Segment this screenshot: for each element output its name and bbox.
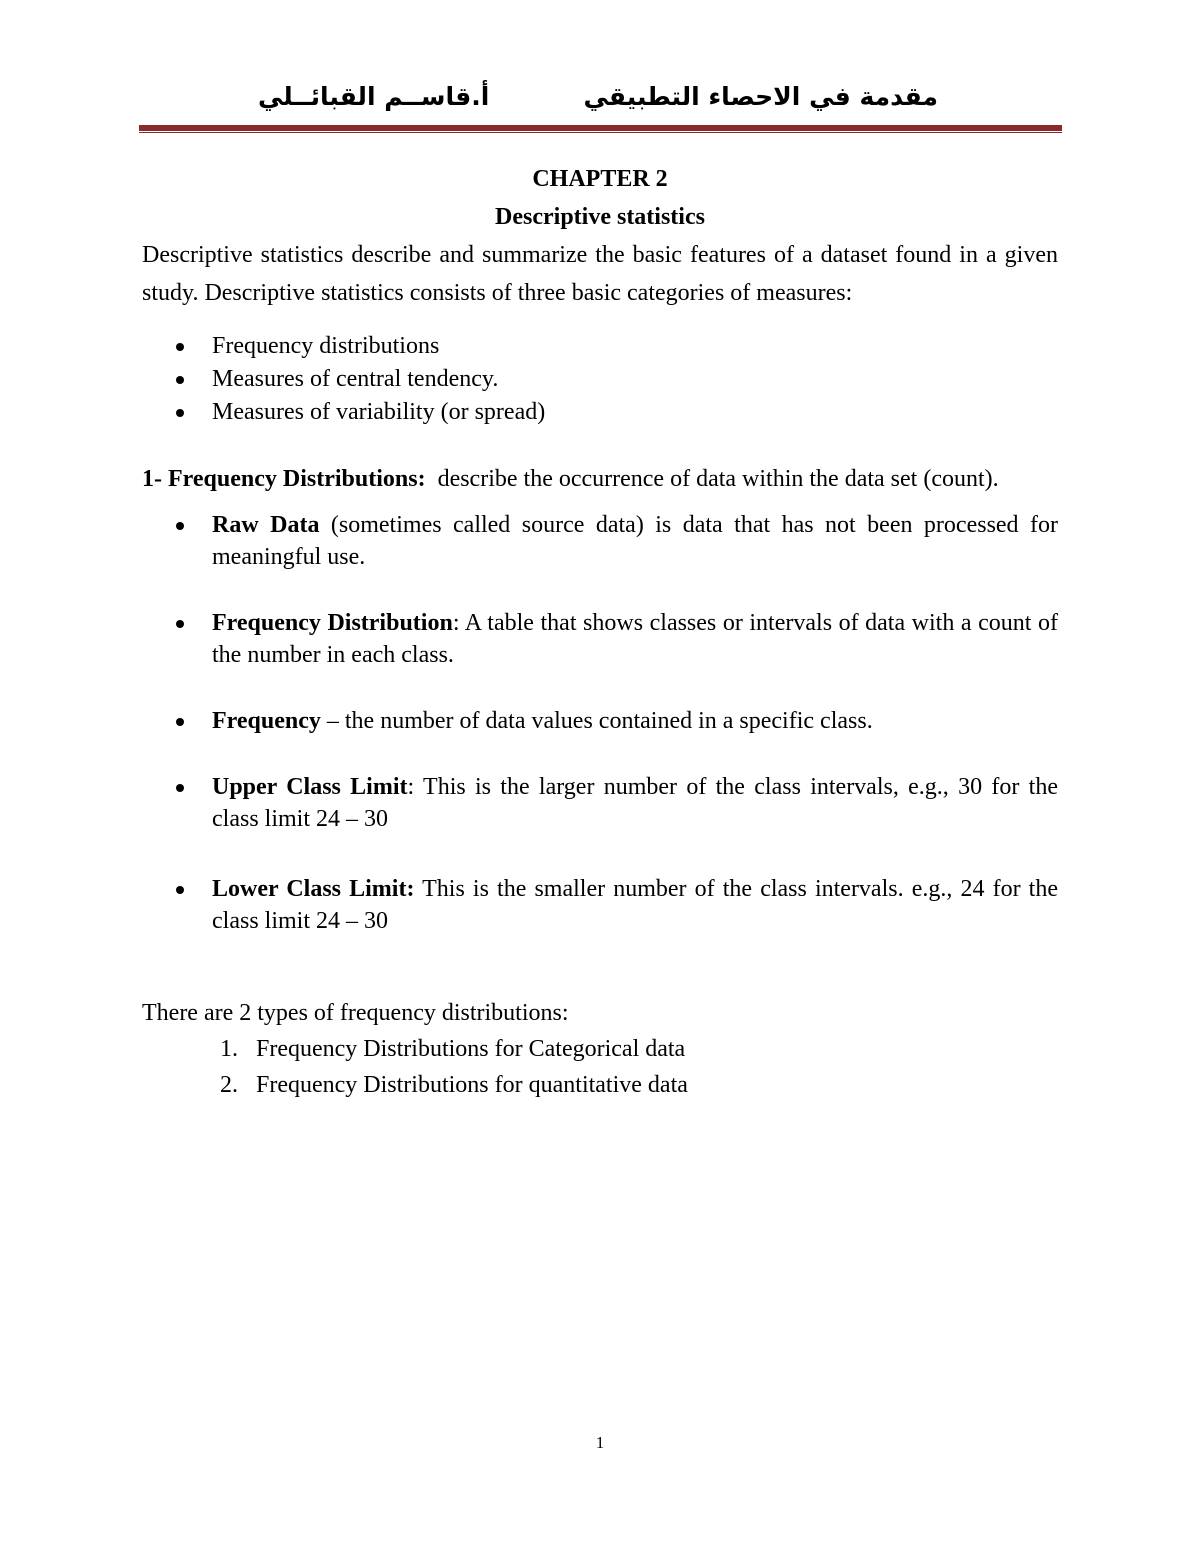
list-item: Measures of variability (or spread) (142, 396, 1058, 429)
header-course-title: مقدمة في الاحصاء التطبيقي (583, 82, 938, 111)
definition-text: – the number of data values contained in a specific class. (320, 708, 873, 734)
list-number: 2. (220, 1072, 238, 1098)
definition-item (142, 607, 1058, 671)
definition-item (142, 873, 1058, 937)
list-item: Frequency distributions (142, 330, 1058, 363)
section-heading-text: describe the occurrence of data within the data set (count). (437, 466, 999, 492)
header-rule (139, 125, 1062, 134)
definition-term: Frequency (212, 708, 321, 734)
chapter-title: Descriptive statistics (495, 204, 705, 230)
list-item (142, 1067, 1058, 1103)
categories-list (142, 330, 1058, 429)
definitions-list (142, 509, 1058, 937)
definition-item (142, 705, 1058, 737)
header-rule-thick (139, 125, 1062, 131)
definition-text: : This is the larger number of the class intervals, e.g., 30 for the class limit 24 – 30 (212, 774, 1058, 832)
definition-text: (sometimes called source data) is data that has not been processed for meaningful use. (212, 512, 1058, 570)
header-rule-thin (139, 132, 1062, 133)
list-item (142, 1031, 1058, 1067)
list-number: 1. (220, 1036, 238, 1062)
definition-item (142, 771, 1058, 835)
chapter-label: CHAPTER 2 (532, 166, 668, 192)
definition-term: Upper Class Limit (212, 774, 408, 800)
definition-term: Frequency Distribution (212, 610, 453, 636)
types-list (142, 1031, 1058, 1103)
page-number: 1 (595, 1433, 605, 1452)
list-text: Frequency Distributions for Categorical data (256, 1036, 686, 1062)
definition-text: This is the smaller number of the class intervals. e.g., 24 for the class limit 24 – 30 (212, 876, 1059, 934)
types-intro: There are 2 types of frequency distributions: (142, 1000, 569, 1026)
section-heading-title: 1- Frequency Distributions: (142, 466, 426, 492)
definition-term: Lower Class Limit: (212, 876, 415, 902)
list-text: Frequency Distributions for quantitative data (256, 1072, 688, 1098)
header-author: أ.قاســم القبائــلي (258, 82, 490, 111)
definition-item (142, 509, 1058, 573)
definition-term: Raw Data (212, 512, 320, 538)
definition-text: : A table that shows classes or intervals of data with a count of the number in each class. (212, 610, 1059, 668)
list-item: Measures of central tendency. (142, 363, 1058, 396)
page-content (142, 160, 1058, 1103)
section-heading (142, 455, 1058, 503)
intro-paragraph: Descriptive statistics describe and summarize the basic features of a dataset found in a given study. Descriptive statistics consists of three basic categories of measures: (142, 242, 1058, 306)
